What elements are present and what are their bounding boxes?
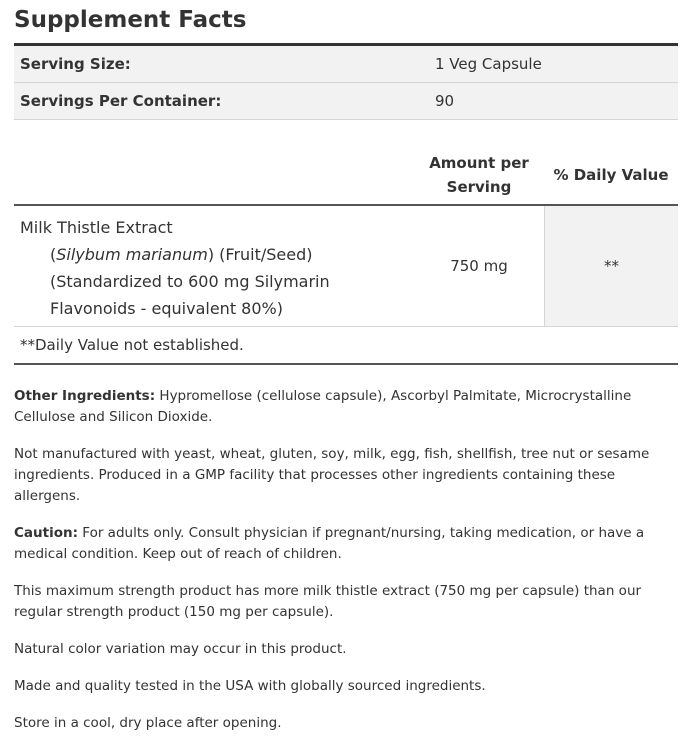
made-in-usa-note: Made and quality tested in the USA with globally sourced ingredients.	[14, 678, 486, 694]
servings-per-container-label: Servings Per Container:	[20, 92, 222, 110]
row-divider	[14, 119, 678, 120]
standardized-line-1: (Standardized to 600 mg Silymarin	[50, 272, 330, 291]
servings-per-container-value: 90	[435, 92, 455, 110]
ingredient-row	[14, 206, 678, 326]
ingredient-amount: 750 mg	[450, 257, 508, 275]
amount-per-serving-header	[414, 151, 544, 199]
servings-per-container-row	[14, 83, 678, 119]
amount-header-line2: Serving	[446, 178, 512, 196]
supplement-facts-panel	[14, 0, 678, 365]
ingredient-daily-value: **	[544, 206, 678, 326]
footnote-divider	[14, 363, 678, 365]
strength-note: This maximum strength product has more milk thistle extract (750 mg per capsule) than our regular strength product (150 mg per capsule).	[14, 583, 642, 620]
other-ingredients-note	[14, 386, 678, 428]
latin-rest: ) (Fruit/Seed)	[207, 245, 313, 264]
amount-header-line1: Amount per	[429, 154, 529, 172]
latin-open-paren: (	[50, 245, 57, 264]
daily-value-footnote: **Daily Value not established.	[20, 336, 244, 354]
serving-size-label: Serving Size:	[20, 55, 131, 73]
serving-size-value: 1 Veg Capsule	[435, 55, 542, 73]
allergen-note: Not manufactured with yeast, wheat, gluten, soy, milk, egg, fish, shellfish, tree nut or sesame ingredients. Produced in a GMP facility that processes other ingredients containing these allergens.	[14, 446, 650, 504]
supplement-facts-title: Supplement Facts	[14, 7, 247, 33]
product-notes	[14, 386, 678, 750]
other-ingredients-label: Other Ingredients:	[14, 388, 156, 404]
latin-name: Silybum marianum	[56, 245, 208, 264]
caution-label: Caution:	[14, 525, 78, 541]
daily-value-header: % Daily Value	[553, 166, 669, 184]
caution-text: For adults only. Consult physician if pregnant/nursing, taking medication, or have a medical condition. Keep out of reach of children.	[14, 525, 645, 562]
color-variation-note: Natural color variation may occur in this product.	[14, 641, 347, 657]
caution-note	[14, 523, 678, 565]
standardized-line-2: Flavonoids - equivalent 80%)	[50, 299, 283, 318]
other-ingredients-text: Hypromellose (cellulose capsule), Ascorbyl Palmitate, Microcrystalline Cellulose and Silicon Dioxide.	[14, 388, 632, 425]
ingredient-name-cell	[14, 206, 414, 326]
storage-note: Store in a cool, dry place after opening.	[14, 715, 282, 731]
ingredient-latin-line	[20, 241, 414, 268]
serving-size-row	[14, 46, 678, 82]
ingredient-name: Milk Thistle Extract	[20, 218, 173, 237]
table-header	[14, 146, 678, 204]
